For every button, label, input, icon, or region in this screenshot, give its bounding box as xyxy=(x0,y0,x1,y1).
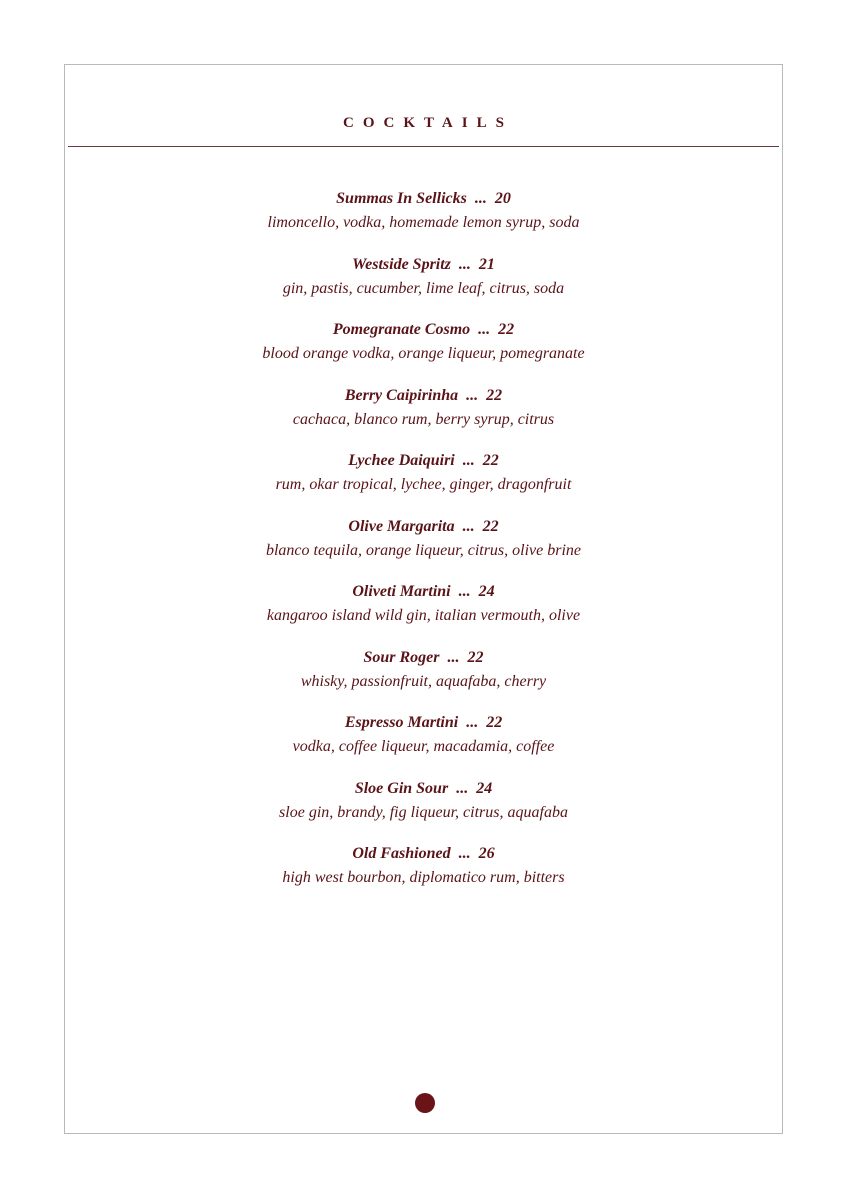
item-description: gin, pastis, cucumber, lime leaf, citrus, soda xyxy=(282,279,565,297)
menu-item xyxy=(65,317,782,383)
item-price: 22 xyxy=(482,452,499,469)
item-name: Old Fashioned xyxy=(352,845,451,862)
heading-divider xyxy=(68,146,779,147)
item-description: blanco tequila, orange liqueur, citrus, olive brine xyxy=(265,541,582,559)
item-description: limoncello, vodka, homemade lemon syrup, soda xyxy=(267,214,580,231)
item-title-line xyxy=(65,579,782,604)
item-price: 24 xyxy=(478,583,495,600)
item-separator: ... xyxy=(462,452,475,469)
item-description: whisky, passionfruit, aquafaba, cherry xyxy=(300,672,547,690)
item-title-line xyxy=(65,710,782,735)
item-name: Berry Caipirinha xyxy=(344,386,459,404)
item-name: Oliveti Martini xyxy=(352,583,451,600)
item-price: 22 xyxy=(482,517,499,535)
item-price: 22 xyxy=(486,714,503,731)
item-separator: ... xyxy=(478,321,491,338)
item-name: Sloe Gin Sour xyxy=(354,779,449,797)
item-description: rum, okar tropical, lychee, ginger, dragonfruit xyxy=(275,476,572,493)
item-description: sloe gin, brandy, fig liqueur, citrus, aquafaba xyxy=(279,803,568,821)
item-name: Summas In Sellicks xyxy=(336,190,467,207)
item-title-line xyxy=(65,186,782,211)
item-description: blood orange vodka, orange liqueur, pomegranate xyxy=(262,345,585,362)
cocktail-list xyxy=(65,186,782,907)
menu-item xyxy=(65,448,782,514)
menu-item xyxy=(65,645,782,711)
item-separator: ... xyxy=(474,190,487,207)
menu-item xyxy=(65,776,782,842)
item-price: 24 xyxy=(476,779,493,797)
item-description: cachaca, blanco rum, berry syrup, citrus xyxy=(292,410,555,428)
item-title-line xyxy=(65,317,782,342)
item-title-line xyxy=(65,645,782,670)
menu-item xyxy=(65,579,782,645)
item-separator: ... xyxy=(462,517,475,535)
menu-heading: COCKTAILS xyxy=(343,115,513,131)
page-dot-ornament xyxy=(415,1093,435,1113)
item-title-line xyxy=(65,514,782,539)
item-title-line xyxy=(65,448,782,473)
item-price: 21 xyxy=(478,255,495,273)
menu-item xyxy=(65,841,782,907)
item-price: 22 xyxy=(498,321,515,338)
item-price: 22 xyxy=(467,648,484,666)
item-separator: ... xyxy=(466,386,479,404)
item-name: Olive Margarita xyxy=(348,517,455,535)
item-name: Westside Spritz xyxy=(352,255,451,273)
menu-item xyxy=(65,514,782,580)
menu-item xyxy=(65,710,782,776)
item-separator: ... xyxy=(458,255,471,273)
item-title-line xyxy=(65,383,782,408)
item-separator: ... xyxy=(456,779,469,797)
item-separator: ... xyxy=(458,583,471,600)
item-separator: ... xyxy=(447,648,460,666)
item-name: Espresso Martini xyxy=(344,714,459,731)
item-name: Lychee Daiquiri xyxy=(348,452,455,469)
item-separator: ... xyxy=(466,714,479,731)
item-name: Pomegranate Cosmo xyxy=(332,321,471,338)
item-description: kangaroo island wild gin, italian vermouth, olive xyxy=(266,607,581,624)
menu-page xyxy=(64,64,783,1134)
item-name: Sour Roger xyxy=(363,648,440,666)
item-price: 22 xyxy=(486,386,503,404)
item-description: vodka, coffee liqueur, macadamia, coffee xyxy=(292,738,555,755)
item-separator: ... xyxy=(458,845,471,862)
item-title-line xyxy=(65,776,782,801)
menu-item xyxy=(65,186,782,252)
item-title-line xyxy=(65,252,782,277)
item-title-line xyxy=(65,841,782,866)
item-price: 20 xyxy=(494,190,511,207)
menu-item xyxy=(65,383,782,449)
item-description: high west bourbon, diplomatico rum, bitters xyxy=(282,869,565,886)
item-price: 26 xyxy=(478,845,495,862)
menu-item xyxy=(65,252,782,318)
